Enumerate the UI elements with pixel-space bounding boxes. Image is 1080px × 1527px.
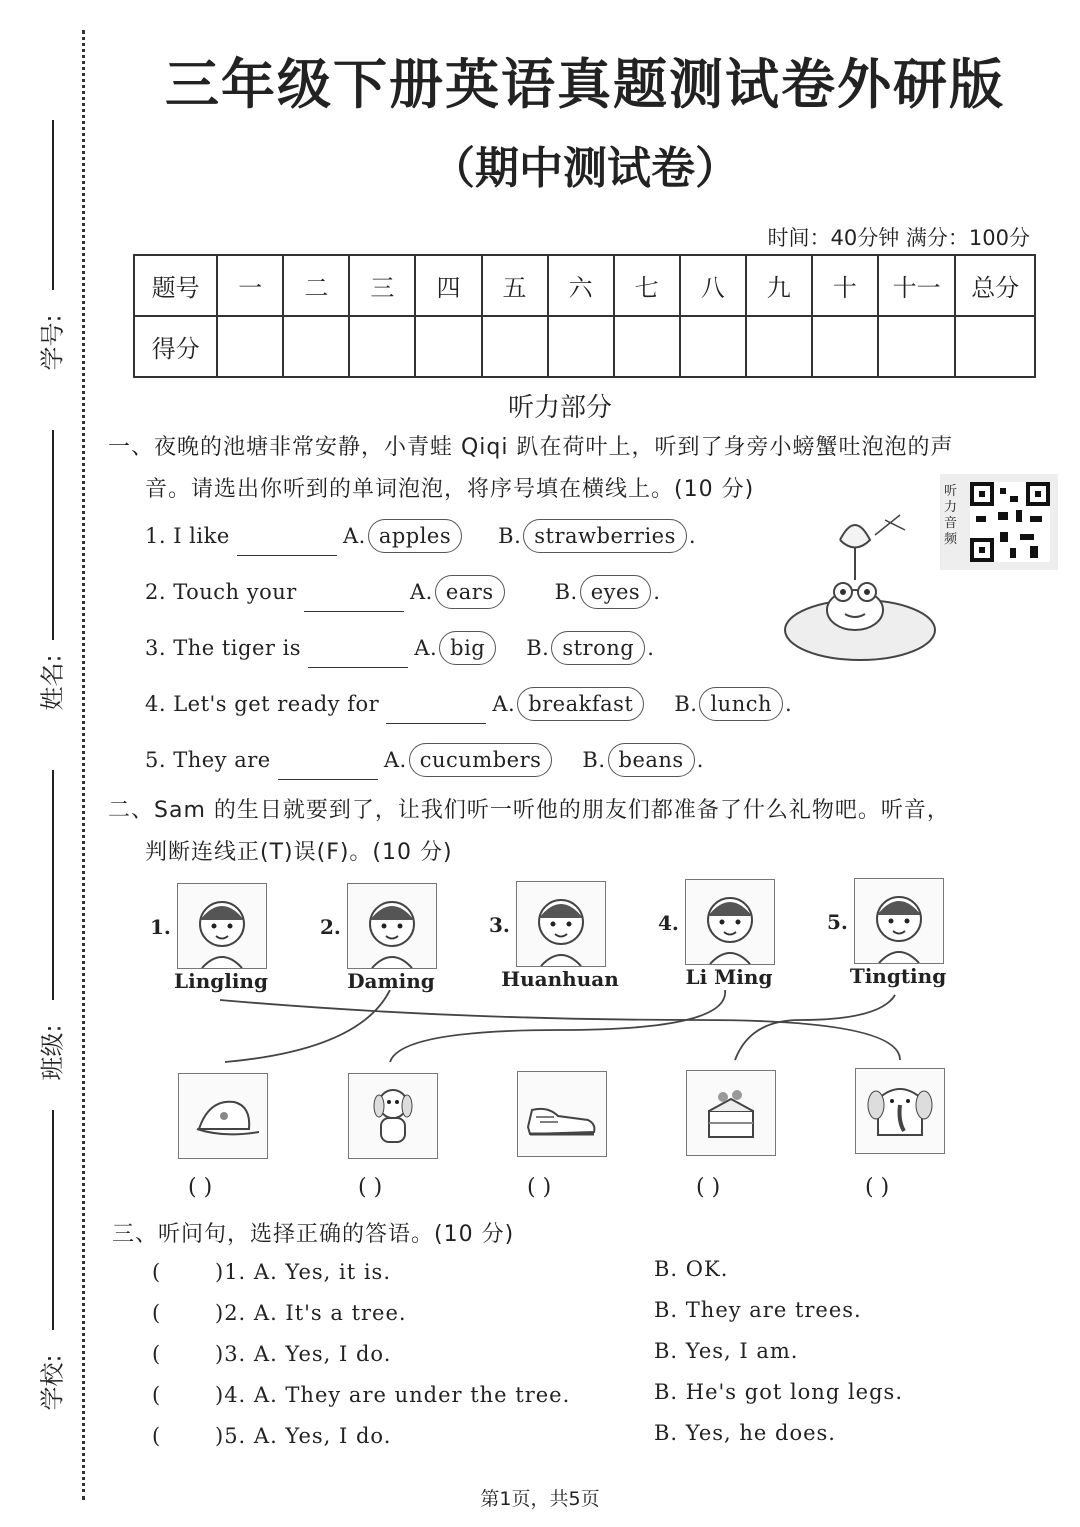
option-b-label: B.	[582, 748, 606, 772]
answer-blank[interactable]	[237, 533, 337, 556]
option-b-bubble: beans	[608, 743, 695, 777]
matching-lines	[0, 990, 1080, 1070]
option-b-bubble: strong	[551, 631, 645, 665]
section1-instruction-1: 一、夜晚的池塘非常安静，小青蛙 Qiqi 趴在荷叶上，听到了身旁小螃蟹吐泡泡的声	[108, 435, 954, 460]
option-b-bubble: strawberries	[523, 519, 687, 553]
answer-paren[interactable]: ( )	[188, 1175, 213, 1200]
option-a-bubble: ears	[435, 575, 505, 609]
score-cell[interactable]	[614, 316, 680, 377]
kid-number: 1.	[150, 915, 171, 939]
page-title: 三年级下册英语真题测试卷外研版	[165, 53, 1005, 116]
kid-number: 3.	[489, 913, 510, 937]
option-b-label: B.	[674, 692, 698, 716]
xuehao-label: 学号:	[38, 314, 67, 371]
question-text: 5. They are	[145, 748, 271, 772]
answer-blank[interactable]	[308, 645, 408, 668]
kid-name: Tingting	[849, 964, 947, 988]
section1-question: 5. They are A. cucumbers B. beans .	[145, 740, 704, 780]
time-info: 时间：40分钟 满分：100分	[767, 226, 1030, 250]
answer-paren[interactable]: ( )	[865, 1175, 890, 1200]
qr-code-panel	[940, 474, 1058, 570]
score-row-label: 得分	[134, 316, 217, 377]
gift-picture	[855, 1068, 945, 1154]
score-header-cell: 九	[746, 255, 812, 316]
kid-portrait	[347, 883, 437, 969]
score-header-cell: 四	[415, 255, 481, 316]
score-cell[interactable]	[878, 316, 956, 377]
score-cell[interactable]	[812, 316, 878, 377]
option-b: B. He's got long legs.	[654, 1380, 903, 1404]
option-a-label: A.	[414, 636, 438, 660]
option-a-bubble: breakfast	[517, 687, 644, 721]
question-text: 1. I like	[145, 524, 230, 548]
score-cell[interactable]	[482, 316, 548, 377]
child-face-icon	[686, 880, 774, 964]
gift-picture	[348, 1073, 438, 1159]
kid-number: 4.	[658, 911, 679, 935]
answer-paren-open[interactable]: (	[152, 1383, 162, 1407]
score-cell[interactable]	[955, 316, 1035, 377]
listening-heading: 听力部分	[507, 393, 612, 423]
cake-icon	[687, 1071, 775, 1155]
option-b-bubble: eyes	[580, 575, 652, 609]
gift-picture	[517, 1071, 607, 1157]
kid-portrait	[177, 883, 267, 969]
banji-label: 班级:	[38, 1024, 67, 1081]
cap-icon	[179, 1074, 267, 1158]
answer-paren-open[interactable]: (	[152, 1424, 162, 1448]
qr-label: 听力音频	[944, 484, 958, 547]
kid-name: Li Ming	[685, 965, 773, 989]
question-text: 3. The tiger is	[145, 636, 302, 660]
option-a-label: A.	[492, 692, 516, 716]
kid-portrait	[854, 878, 944, 964]
score-row	[134, 316, 1035, 377]
score-cell[interactable]	[548, 316, 614, 377]
option-a-label: A.	[383, 748, 407, 772]
option-a-label: A.	[409, 580, 433, 604]
score-header-cell: 六	[548, 255, 614, 316]
score-header-cell: 一	[217, 255, 283, 316]
child-face-icon	[348, 884, 436, 968]
section1-question: 1. I like A. apples B. strawberries .	[145, 516, 696, 556]
score-cell[interactable]	[746, 316, 812, 377]
toy-dog-icon	[349, 1074, 437, 1158]
score-header-cell: 五	[482, 255, 548, 316]
score-cell[interactable]	[349, 316, 415, 377]
score-header-cell: 七	[614, 255, 680, 316]
gift-picture	[686, 1070, 776, 1156]
kid-portrait	[685, 879, 775, 965]
option-a-bubble: cucumbers	[409, 743, 553, 777]
option-a: )1. A. Yes, it is.	[215, 1260, 392, 1284]
child-face-icon	[855, 879, 943, 963]
option-b-bubble: lunch	[699, 687, 783, 721]
xuexiao-label: 学校:	[38, 1354, 67, 1411]
sneakers-icon	[518, 1072, 606, 1156]
section2-instruction-1: 二、Sam 的生日就要到了，让我们听一听他的朋友们都准备了什么礼物吧。听音，	[108, 798, 950, 823]
kid-name: Huanhuan	[501, 967, 619, 991]
option-b-label: B.	[554, 580, 578, 604]
section1-question: 3. The tiger is A. big B. strong .	[145, 628, 654, 668]
option-b: B. They are trees.	[654, 1298, 862, 1322]
score-cell[interactable]	[217, 316, 283, 377]
score-header-cell: 题号	[134, 255, 217, 316]
option-b-label: B.	[498, 524, 522, 548]
xingming-label: 姓名:	[38, 654, 67, 711]
score-header-cell: 十	[812, 255, 878, 316]
kid-number: 5.	[827, 910, 848, 934]
xingming-line	[52, 430, 54, 640]
answer-paren-open[interactable]: (	[152, 1301, 162, 1325]
answer-paren[interactable]: ( )	[527, 1175, 552, 1200]
gift-picture	[178, 1073, 268, 1159]
page-footer: 第1页，共5页	[480, 1488, 600, 1510]
kid-name: Lingling	[174, 969, 268, 993]
option-a: )3. A. Yes, I do.	[215, 1342, 392, 1366]
answer-paren[interactable]: ( )	[358, 1175, 383, 1200]
banji-line	[52, 770, 54, 1000]
option-a: )2. A. It's a tree.	[215, 1301, 407, 1325]
answer-blank[interactable]	[386, 701, 486, 724]
score-cell[interactable]	[283, 316, 349, 377]
option-a: )4. A. They are under the tree.	[215, 1383, 571, 1407]
option-b-label: B.	[526, 636, 550, 660]
kid-number: 2.	[320, 915, 341, 939]
section1-question: 2. Touch your A. ears B. eyes .	[145, 572, 660, 612]
kid-name: Daming	[347, 969, 435, 993]
section2-instruction-2: 判断连线正(T)误(F)。(10 分)	[145, 840, 453, 865]
option-a-bubble: big	[439, 631, 496, 665]
question-text: 4. Let's get ready for	[145, 692, 380, 716]
answer-paren[interactable]: ( )	[696, 1175, 721, 1200]
answer-blank[interactable]	[304, 589, 404, 612]
child-face-icon	[178, 884, 266, 968]
section1-question: 4. Let's get ready for A. breakfast B. lunch .	[145, 684, 792, 724]
score-cell[interactable]	[415, 316, 481, 377]
child-face-icon	[517, 882, 605, 966]
score-header-cell: 总分	[955, 255, 1035, 316]
option-b: B. Yes, he does.	[654, 1421, 836, 1445]
elephant-bag-icon	[856, 1069, 944, 1153]
option-a-label: A.	[342, 524, 366, 548]
score-cell[interactable]	[680, 316, 746, 377]
score-header-cell: 十一	[878, 255, 956, 316]
score-header-cell: 三	[349, 255, 415, 316]
score-header-row	[134, 255, 1035, 316]
score-header-cell: 二	[283, 255, 349, 316]
page-subtitle: （期中测试卷）	[431, 143, 739, 194]
option-b: B. Yes, I am.	[654, 1339, 799, 1363]
option-a: )5. A. Yes, I do.	[215, 1424, 392, 1448]
question-text: 2. Touch your	[145, 580, 297, 604]
section3-instruction: 三、听问句，选择正确的答语。(10 分)	[112, 1222, 515, 1247]
kid-portrait	[516, 881, 606, 967]
answer-blank[interactable]	[278, 757, 378, 780]
answer-paren-open[interactable]: (	[152, 1342, 162, 1366]
binding-dashed-line	[82, 30, 85, 1500]
score-header-cell: 八	[680, 255, 746, 316]
option-b: B. OK.	[654, 1257, 729, 1281]
xuehao-line	[52, 120, 54, 290]
option-a-bubble: apples	[368, 519, 462, 553]
xuexiao-line	[52, 1110, 54, 1330]
frog-illustration-icon	[775, 510, 945, 670]
qr-code-icon	[970, 482, 1050, 562]
answer-paren-open[interactable]: (	[152, 1260, 162, 1284]
section1-instruction-2: 音。请选出你听到的单词泡泡，将序号填在横线上。(10 分)	[145, 477, 755, 502]
score-table	[133, 254, 1036, 378]
